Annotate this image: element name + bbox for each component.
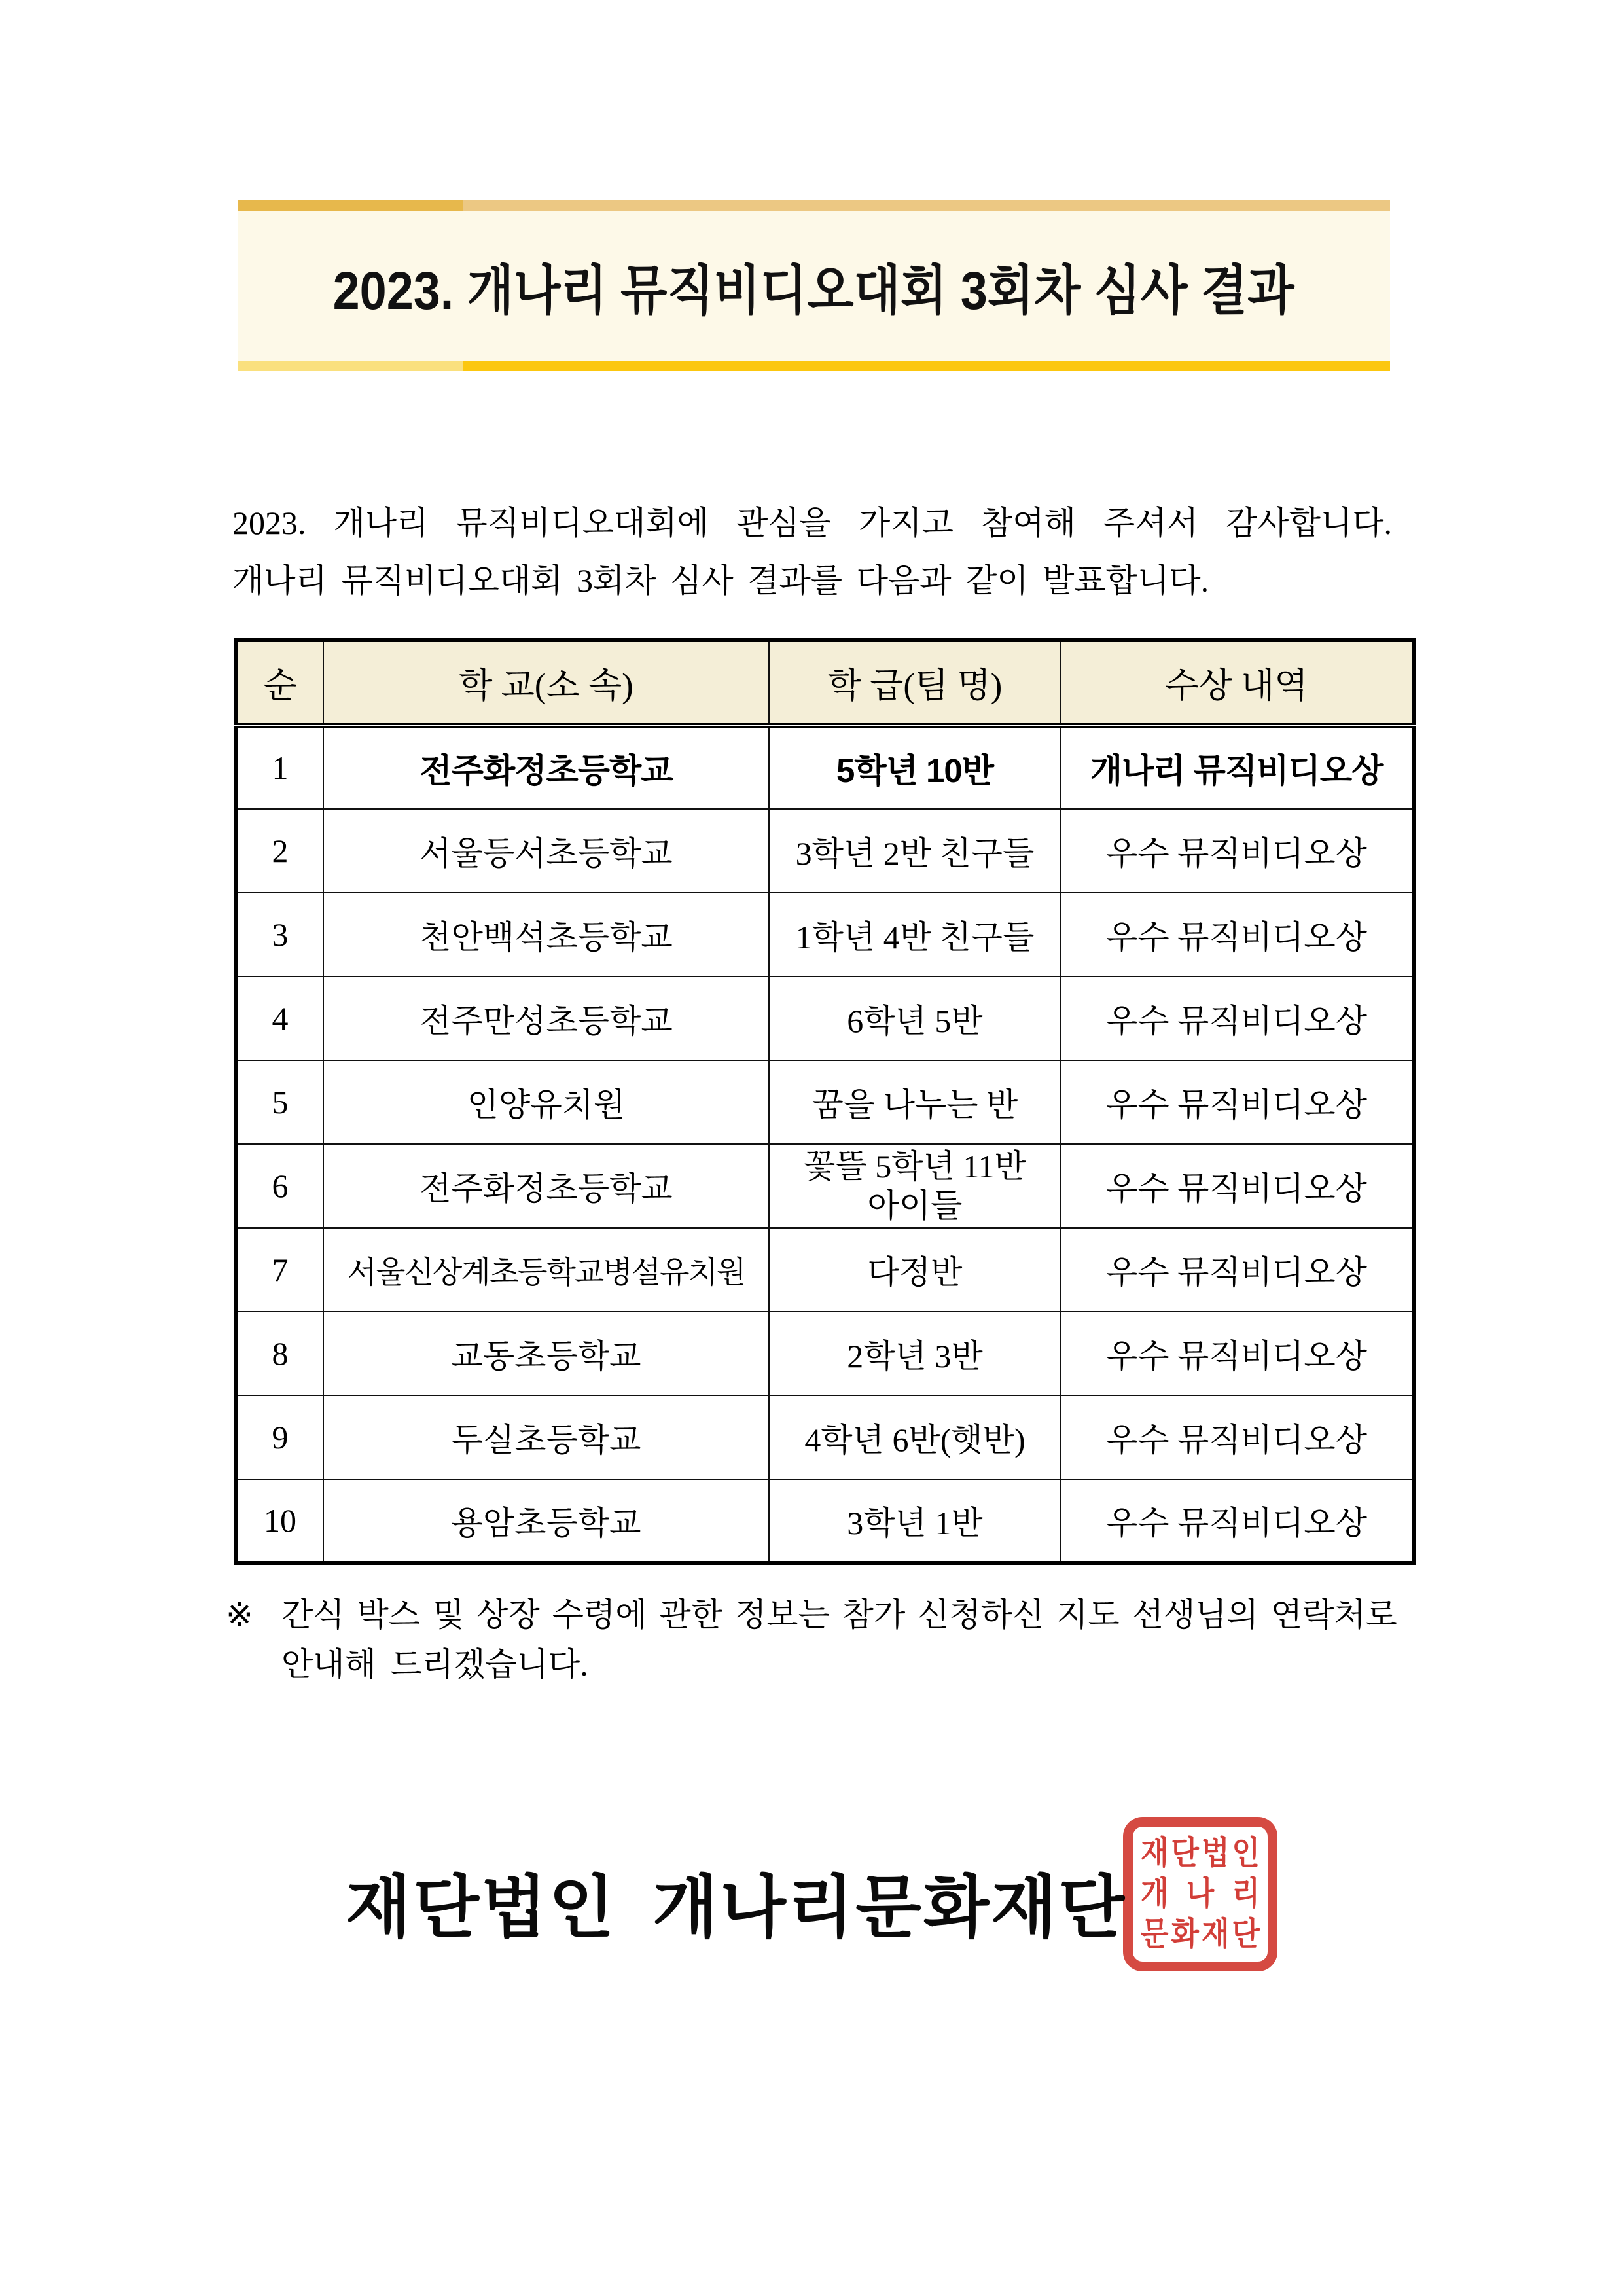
foundation-name <box>346 1852 1126 1950</box>
cell-rank: 1 <box>236 725 323 809</box>
table-row <box>236 1312 1414 1395</box>
cell-school: 용암초등학교 <box>323 1479 769 1563</box>
cell-award: 우수 뮤직비디오상 <box>1061 1312 1414 1395</box>
cell-school: 전주만성초등학교 <box>323 977 769 1060</box>
cell-school: 천안백석초등학교 <box>323 893 769 977</box>
cell-award: 우수 뮤직비디오상 <box>1061 1060 1414 1144</box>
header-row <box>236 640 1414 725</box>
cell-school: 두실초등학교 <box>323 1395 769 1479</box>
cell-rank: 10 <box>236 1479 323 1563</box>
cell-school: 전주화정초등학교 <box>323 1144 769 1228</box>
banner-top-rule-right-segment <box>463 200 1390 211</box>
banner-top-rule-left-segment <box>238 200 463 211</box>
banner-body <box>238 211 1390 361</box>
foundation-name-main: 개나리문화재단 <box>652 1870 1127 1946</box>
table-row <box>236 1395 1414 1479</box>
cell-rank: 6 <box>236 1144 323 1228</box>
footnote <box>226 1590 1397 1689</box>
team-name-line-1: 꽃뜰 5학년 11반 <box>804 1148 1026 1185</box>
cell-school: 서울등서초등학교 <box>323 809 769 893</box>
cell-team: 1학년 4반 친구들 <box>769 893 1061 977</box>
table-row <box>236 809 1414 893</box>
table-row <box>236 1144 1414 1228</box>
cell-award: 우수 뮤직비디오상 <box>1061 1228 1414 1312</box>
cell-award: 우수 뮤직비디오상 <box>1061 809 1414 893</box>
cell-team: 다정반 <box>769 1228 1061 1312</box>
table-row <box>236 1060 1414 1144</box>
cell-rank: 3 <box>236 893 323 977</box>
cell-school: 교동초등학교 <box>323 1312 769 1395</box>
cell-rank: 2 <box>236 809 323 893</box>
table-row <box>236 977 1414 1060</box>
cell-award: 개나리 뮤직비디오상 <box>1061 725 1414 809</box>
cell-team: 2학년 3반 <box>769 1312 1061 1395</box>
cell-award: 우수 뮤직비디오상 <box>1061 893 1414 977</box>
reference-mark: ※ <box>226 1596 253 1633</box>
cell-award: 우수 뮤직비디오상 <box>1061 977 1414 1060</box>
cell-team <box>769 1144 1061 1228</box>
cell-award: 우수 뮤직비디오상 <box>1061 1395 1414 1479</box>
banner-bottom-rule-left-segment <box>238 361 463 371</box>
cell-rank: 5 <box>236 1060 323 1144</box>
cell-school: 서울신상계초등학교병설유치원 <box>323 1228 769 1312</box>
foundation-name-prefix: 재단법인 <box>346 1870 616 1946</box>
intro-paragraph <box>232 494 1392 609</box>
header-school: 학 교(소 속) <box>323 640 769 725</box>
cell-school: 전주화정초등학교 <box>323 725 769 809</box>
header-rank: 순 <box>236 640 323 725</box>
cell-team: 3학년 1반 <box>769 1479 1061 1563</box>
cell-team: 5학년 10반 <box>769 725 1061 809</box>
cell-rank: 4 <box>236 977 323 1060</box>
seal-text-row-2: 개 나 리 <box>1141 1876 1260 1912</box>
banner-top-rule <box>238 200 1390 211</box>
table-row <box>236 725 1414 809</box>
footnote-text <box>281 1590 1397 1689</box>
seal-text-row-1: 재 단 법 인 <box>1141 1835 1260 1871</box>
header-team: 학 급(팀 명) <box>769 640 1061 725</box>
cell-award: 우수 뮤직비디오상 <box>1061 1479 1414 1563</box>
foundation-seal <box>1123 1817 1277 1971</box>
team-name-line-2: 아이들 <box>867 1187 963 1224</box>
cell-school: 인양유치원 <box>323 1060 769 1144</box>
cell-award: 우수 뮤직비디오상 <box>1061 1144 1414 1228</box>
header-award: 수상 내역 <box>1061 640 1414 725</box>
cell-rank: 9 <box>236 1395 323 1479</box>
cell-rank: 7 <box>236 1228 323 1312</box>
cell-team: 6학년 5반 <box>769 977 1061 1060</box>
intro-line-1: 2023. 개나리 뮤직비디오대회에 관심을 가지고 참여해 주셔서 감사합니다. <box>232 505 1392 541</box>
cell-rank: 8 <box>236 1312 323 1395</box>
table-row <box>236 1479 1414 1563</box>
seal-text-row-3: 문 화 재 단 <box>1141 1916 1260 1952</box>
banner-bottom-rule <box>238 361 1390 371</box>
table-row <box>236 893 1414 977</box>
title-banner <box>238 200 1390 371</box>
results-table-header <box>236 640 1414 725</box>
footnote-line-2: 안내해 드리겠습니다. <box>281 1646 588 1683</box>
table-row <box>236 1228 1414 1312</box>
page-title: 2023. 개나리 뮤직비디오대회 3회차 심사 결과 <box>333 261 1294 321</box>
intro-line-2: 개나리 뮤직비디오대회 3회차 심사 결과를 다음과 같이 발표합니다. <box>232 562 1209 599</box>
footnote-line-1: 간식 박스 및 상장 수령에 관한 정보는 참가 신청하신 지도 선생님의 연락처로 <box>281 1596 1397 1633</box>
results-table <box>234 638 1416 1565</box>
banner-bottom-rule-right-segment <box>463 361 1390 371</box>
cell-team: 꿈을 나누는 반 <box>769 1060 1061 1144</box>
cell-team: 3학년 2반 친구들 <box>769 809 1061 893</box>
cell-team: 4학년 6반(햇반) <box>769 1395 1061 1479</box>
